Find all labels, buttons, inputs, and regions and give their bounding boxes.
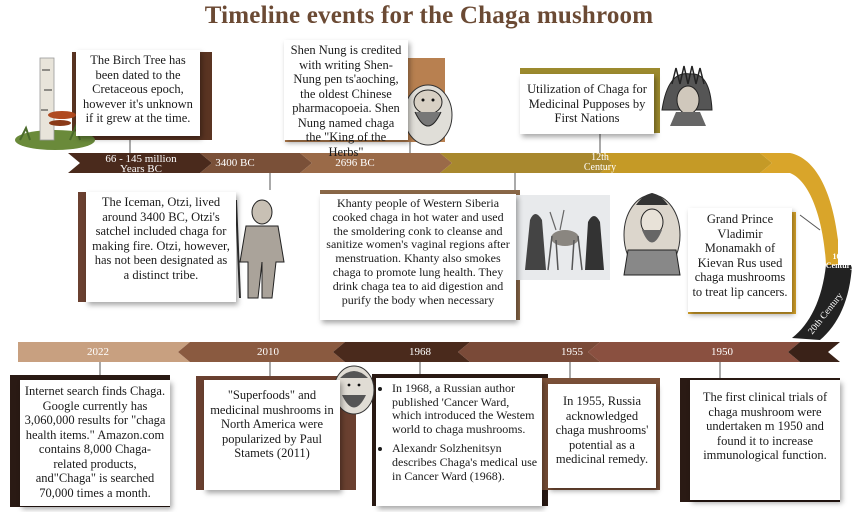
- date-label-16th-century: 16th Century: [825, 252, 855, 270]
- iceman-otzi-figure-icon: [236, 200, 284, 298]
- date-label-cretaceous: 66 - 145 million Years BC: [105, 153, 177, 175]
- card-1950-text: The first clinical trials of chaga mushroom were undertaken m 1950 and found it to increase immunological function.: [702, 390, 828, 462]
- date-label-20th-century: 20th Century: [806, 291, 846, 337]
- grand-prince-vladimir-portrait-icon: [624, 193, 680, 275]
- card-2010: [204, 380, 340, 490]
- page-title: Timeline events for the Chaga mushroom: [204, 2, 654, 29]
- date-label-2010: 2010: [257, 346, 279, 358]
- card-otzi-text: The Iceman, Otzi, lived around 3400 BC, Otzi's satchel included chaga for making fire. Otzi, however, has not been designated as a distinct tribe.: [92, 195, 230, 282]
- card-birch-tree: [76, 50, 200, 136]
- card-2022-text: Internet search finds Chaga. Google currently has 3,060,000 results for "chaga health items." Amazon.com contains 8,000 Chaga-related products, and"Chaga" is searched 70,000 times a month.: [24, 384, 166, 500]
- bullet-1968-cancer-ward: • In 1968, a Russian author published 'Cancer Ward, which introduced the Westem world to chaga mushrooms.: [392, 382, 538, 436]
- date-label-1968: 1968: [409, 346, 431, 358]
- first-nations-chief-portrait-icon: [662, 66, 712, 126]
- card-1955: [548, 384, 656, 488]
- date-label-2022: 2022: [87, 346, 109, 358]
- date-label-2696bc: 2696 BC: [335, 157, 375, 169]
- date-label-3400bc: 3400 BC: [215, 157, 255, 169]
- card-2010-text: "Superfoods" and medicinal mushrooms in North America were popularized by Paul Stamets (2011): [210, 388, 334, 460]
- card-shen-nung-text: Shen Nung is credited with writing Shen-Nung pen ts'aoching, the oldest Chinese pharmacopoeia. Shen Nung named chaga the "King of the Herbs": [290, 43, 402, 159]
- card-2022: [20, 380, 170, 506]
- card-vladimir-text: Grand Prince Vladimir Monamakh of Kievan Rus used chaga mushrooms to treat lip cancers.: [692, 212, 788, 299]
- date-label-1955: 1955: [561, 346, 583, 358]
- khanty-people-reindeer-icon: [515, 195, 610, 280]
- bullet-1968-solzhenitsyn: • Alexandr Solzhenitsyn describes Chaga's medical use in Cancer Ward (1968).: [392, 442, 538, 483]
- card-birch-tree-text: The Birch Tree has been dated to the Cretaceous epoch, however it's unknown if it grew at the time.: [83, 53, 193, 125]
- card-1955-text: In 1955, Russia acknowledged chaga mushrooms' potential as a medicinal remedy.: [555, 394, 649, 466]
- date-label-12th-century: 12th Century: [583, 152, 617, 173]
- shen-nung-portrait-icon: [404, 85, 452, 145]
- card-vladimir: [688, 208, 792, 312]
- solzhenitsyn-portrait-icon: [334, 366, 374, 414]
- date-label-1950: 1950: [711, 346, 733, 358]
- card-first-nations: [520, 74, 654, 134]
- card-otzi: [86, 192, 236, 302]
- card-khanty-text: Khanty people of Western Siberia cooked chaga in hot water and used the smoldering conk to cleanse and sanitize women's vaginal regions after menstruation. Khanty also smokes chaga to promote lung health. They drink chaga tea to aid digestion and purify the body when necessary: [326, 196, 510, 307]
- card-first-nations-text: Utilization of Chaga for Medicinal Pupposes by First Nations: [527, 82, 647, 125]
- card-1950: [690, 380, 840, 500]
- card-shen-nung: [284, 40, 408, 159]
- card-khanty: [320, 194, 516, 320]
- card-1968: [376, 378, 542, 506]
